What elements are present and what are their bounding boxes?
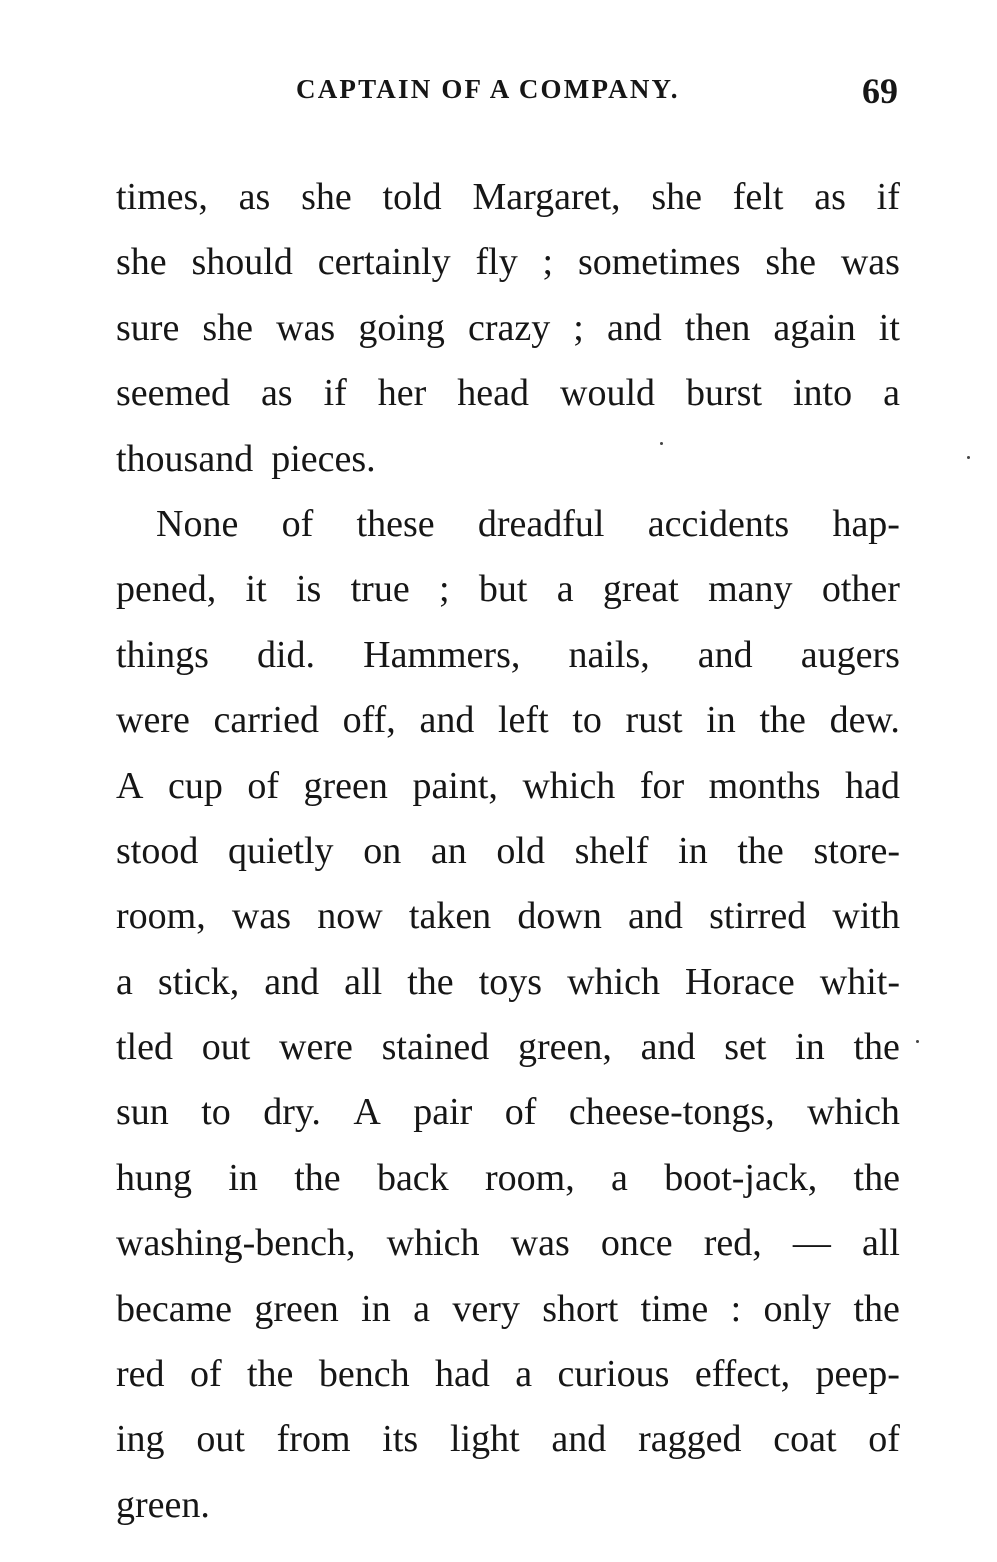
- word: cheese-tongs,: [568, 1091, 775, 1134]
- word: room,: [116, 895, 206, 938]
- word: if: [323, 372, 347, 415]
- word: but: [478, 568, 528, 611]
- word: Horace: [685, 960, 795, 1003]
- word: felt: [732, 176, 784, 218]
- word: certainly: [317, 241, 451, 284]
- running-header: [0, 70, 997, 110]
- word: thousand: [116, 437, 254, 480]
- word: if: [876, 176, 900, 218]
- word: stained: [381, 1026, 490, 1069]
- word: now: [317, 895, 383, 938]
- word: the: [407, 960, 454, 1003]
- word: again: [773, 306, 856, 349]
- text-line: [116, 1473, 900, 1538]
- word: and: [419, 699, 475, 742]
- word: she: [202, 306, 254, 349]
- word: were: [116, 699, 190, 742]
- word: nails,: [568, 633, 650, 676]
- word: and: [551, 1418, 607, 1461]
- word: on: [363, 829, 402, 872]
- word: None: [156, 502, 239, 545]
- word: pieces.: [271, 437, 376, 480]
- word: stick,: [157, 960, 240, 1003]
- word: for: [639, 764, 685, 807]
- word: a: [611, 1156, 628, 1199]
- word: left: [498, 699, 549, 742]
- text-line: [116, 754, 900, 819]
- word: dew.: [829, 699, 900, 742]
- word: was: [840, 241, 900, 284]
- word: once: [600, 1222, 673, 1265]
- word: it: [878, 306, 900, 349]
- word: set: [724, 1026, 767, 1069]
- text-line: [116, 1407, 900, 1472]
- text-line: [116, 819, 900, 884]
- word: hung: [116, 1156, 192, 1199]
- word: told: [382, 176, 442, 218]
- word: all: [861, 1222, 900, 1265]
- word: out: [201, 1026, 251, 1069]
- word: its: [382, 1418, 419, 1461]
- word: red: [116, 1353, 165, 1396]
- word: had: [845, 764, 900, 807]
- word: as: [238, 176, 271, 218]
- word: a: [515, 1353, 533, 1396]
- word: taken: [408, 895, 492, 938]
- word: she: [116, 241, 167, 284]
- text-line: [116, 688, 900, 753]
- word: in: [361, 1287, 391, 1330]
- word: store-: [813, 829, 900, 872]
- word: burst: [686, 372, 762, 415]
- word: was: [231, 895, 292, 938]
- word: seemed: [116, 372, 230, 415]
- word: back: [376, 1156, 449, 1199]
- word: stirred: [709, 895, 807, 938]
- word: and: [264, 960, 320, 1003]
- word: a: [556, 568, 574, 611]
- running-title: CAPTAIN OF A COMPANY.: [296, 74, 680, 104]
- word: in: [228, 1156, 258, 1199]
- word: to: [201, 1091, 231, 1134]
- word: and: [697, 633, 753, 676]
- word: which: [522, 764, 616, 807]
- text-line: [116, 1277, 900, 1342]
- word: a: [413, 1287, 430, 1330]
- text-line: [116, 950, 900, 1015]
- word: all: [344, 960, 383, 1003]
- word: head: [457, 372, 530, 415]
- word: of: [868, 1418, 900, 1461]
- word: fly: [475, 241, 518, 284]
- word: red,: [703, 1222, 762, 1265]
- word: the: [853, 1287, 900, 1330]
- word: months: [708, 764, 821, 807]
- text-line: [116, 1146, 900, 1211]
- word: light: [449, 1418, 520, 1461]
- word: rust: [625, 699, 683, 742]
- word: from: [276, 1418, 351, 1461]
- word: in: [795, 1026, 825, 1069]
- word: did.: [256, 633, 316, 676]
- word: peep-: [815, 1353, 900, 1396]
- word: in: [706, 699, 736, 742]
- word: ing: [116, 1418, 165, 1461]
- word: of: [189, 1353, 222, 1396]
- word: many: [708, 568, 793, 611]
- word: which: [386, 1222, 480, 1265]
- word: quietly: [228, 829, 334, 872]
- word: of: [247, 764, 280, 807]
- word: pair: [413, 1091, 473, 1134]
- text-line: [116, 361, 900, 426]
- word: boot-jack,: [664, 1156, 818, 1199]
- word: which: [567, 960, 660, 1003]
- text-line: [116, 296, 900, 361]
- text-line: [116, 1342, 900, 1407]
- word: true: [350, 568, 410, 611]
- word: a: [883, 372, 900, 415]
- word: her: [377, 372, 427, 415]
- word: things: [116, 633, 209, 676]
- word: as: [260, 372, 293, 415]
- word: ;: [542, 241, 554, 284]
- word: is: [295, 568, 322, 611]
- word: and: [640, 1026, 696, 1069]
- word: had: [434, 1353, 490, 1396]
- word: bench: [318, 1353, 410, 1396]
- text-line: [116, 1211, 900, 1276]
- word: into: [792, 372, 853, 415]
- word: it: [245, 568, 267, 611]
- word: was: [276, 306, 336, 349]
- word: stood: [116, 829, 199, 872]
- word: in: [678, 829, 708, 872]
- word: the: [853, 1156, 900, 1199]
- word: augers: [800, 633, 900, 676]
- word: and: [606, 306, 662, 349]
- word: the: [853, 1026, 900, 1069]
- word: sun: [116, 1091, 169, 1134]
- word: was: [510, 1222, 570, 1265]
- ink-speck: [916, 1040, 919, 1043]
- word: a: [116, 960, 133, 1003]
- word: then: [684, 306, 751, 349]
- word: very: [452, 1287, 520, 1330]
- word: Hammers,: [363, 633, 521, 676]
- word: —: [792, 1222, 831, 1265]
- word: sure: [116, 306, 180, 349]
- page-number: 69: [862, 71, 898, 111]
- word: A: [116, 764, 144, 807]
- text-line: [116, 1080, 900, 1145]
- text-line: [116, 557, 900, 622]
- word: coat: [773, 1418, 837, 1461]
- word: ;: [573, 306, 584, 349]
- word: green: [254, 1287, 339, 1330]
- word: dry.: [263, 1091, 321, 1134]
- word: A: [353, 1091, 381, 1134]
- text-line: [116, 230, 900, 295]
- word: dreadful: [477, 502, 605, 545]
- word: going: [358, 306, 445, 349]
- word: of: [281, 502, 314, 545]
- word: pened,: [116, 568, 217, 611]
- word: cup: [167, 764, 223, 807]
- word: the: [294, 1156, 341, 1199]
- word: she: [301, 176, 352, 218]
- word: with: [832, 895, 900, 938]
- word: became: [116, 1287, 233, 1330]
- word: paint,: [412, 764, 498, 807]
- word: and: [628, 895, 683, 938]
- text-line: [116, 623, 900, 688]
- word: other: [821, 568, 900, 611]
- ink-speck: [967, 456, 970, 459]
- word: hap-: [832, 502, 900, 545]
- word: tled: [116, 1026, 173, 1069]
- word: she: [765, 241, 816, 284]
- word: :: [730, 1287, 742, 1330]
- text-line: [116, 165, 900, 230]
- word: would: [560, 372, 656, 415]
- word: out: [196, 1418, 245, 1461]
- word: green.: [116, 1483, 210, 1526]
- text-line: [116, 427, 900, 492]
- word: of: [504, 1091, 537, 1134]
- word: short: [542, 1287, 619, 1330]
- word: Margaret,: [472, 176, 621, 218]
- word: green: [303, 764, 388, 807]
- text-line: [116, 884, 900, 949]
- word: room,: [484, 1156, 575, 1199]
- word: which: [807, 1091, 900, 1134]
- word: time: [640, 1287, 709, 1330]
- word: green,: [517, 1026, 612, 1069]
- ink-speck: [660, 442, 663, 445]
- text-line: [116, 492, 900, 557]
- word: she: [651, 176, 702, 218]
- word: shelf: [574, 829, 649, 872]
- word: effect,: [694, 1353, 791, 1396]
- word: off,: [342, 699, 396, 742]
- word: sometimes: [577, 241, 741, 284]
- word: these: [356, 502, 435, 545]
- body-text: [116, 165, 900, 1538]
- word: curious: [557, 1353, 670, 1396]
- word: the: [247, 1353, 294, 1396]
- word: carried: [213, 699, 319, 742]
- word: the: [759, 699, 806, 742]
- word: crazy: [467, 306, 551, 349]
- word: should: [191, 241, 293, 284]
- word: the: [737, 829, 784, 872]
- word: ragged: [638, 1418, 742, 1461]
- word: to: [572, 699, 602, 742]
- word: were: [279, 1026, 353, 1069]
- word: down: [517, 895, 602, 938]
- word: toys: [478, 960, 543, 1003]
- word: ;: [438, 568, 450, 611]
- text-line: [116, 1015, 900, 1080]
- word: as: [814, 176, 846, 218]
- word: times,: [116, 176, 208, 218]
- word: only: [763, 1287, 832, 1330]
- word: whit-: [819, 960, 900, 1003]
- word: great: [602, 568, 679, 611]
- word: washing-bench,: [116, 1222, 356, 1265]
- word: accidents: [647, 502, 790, 545]
- word: old: [496, 829, 545, 872]
- word: an: [430, 829, 467, 872]
